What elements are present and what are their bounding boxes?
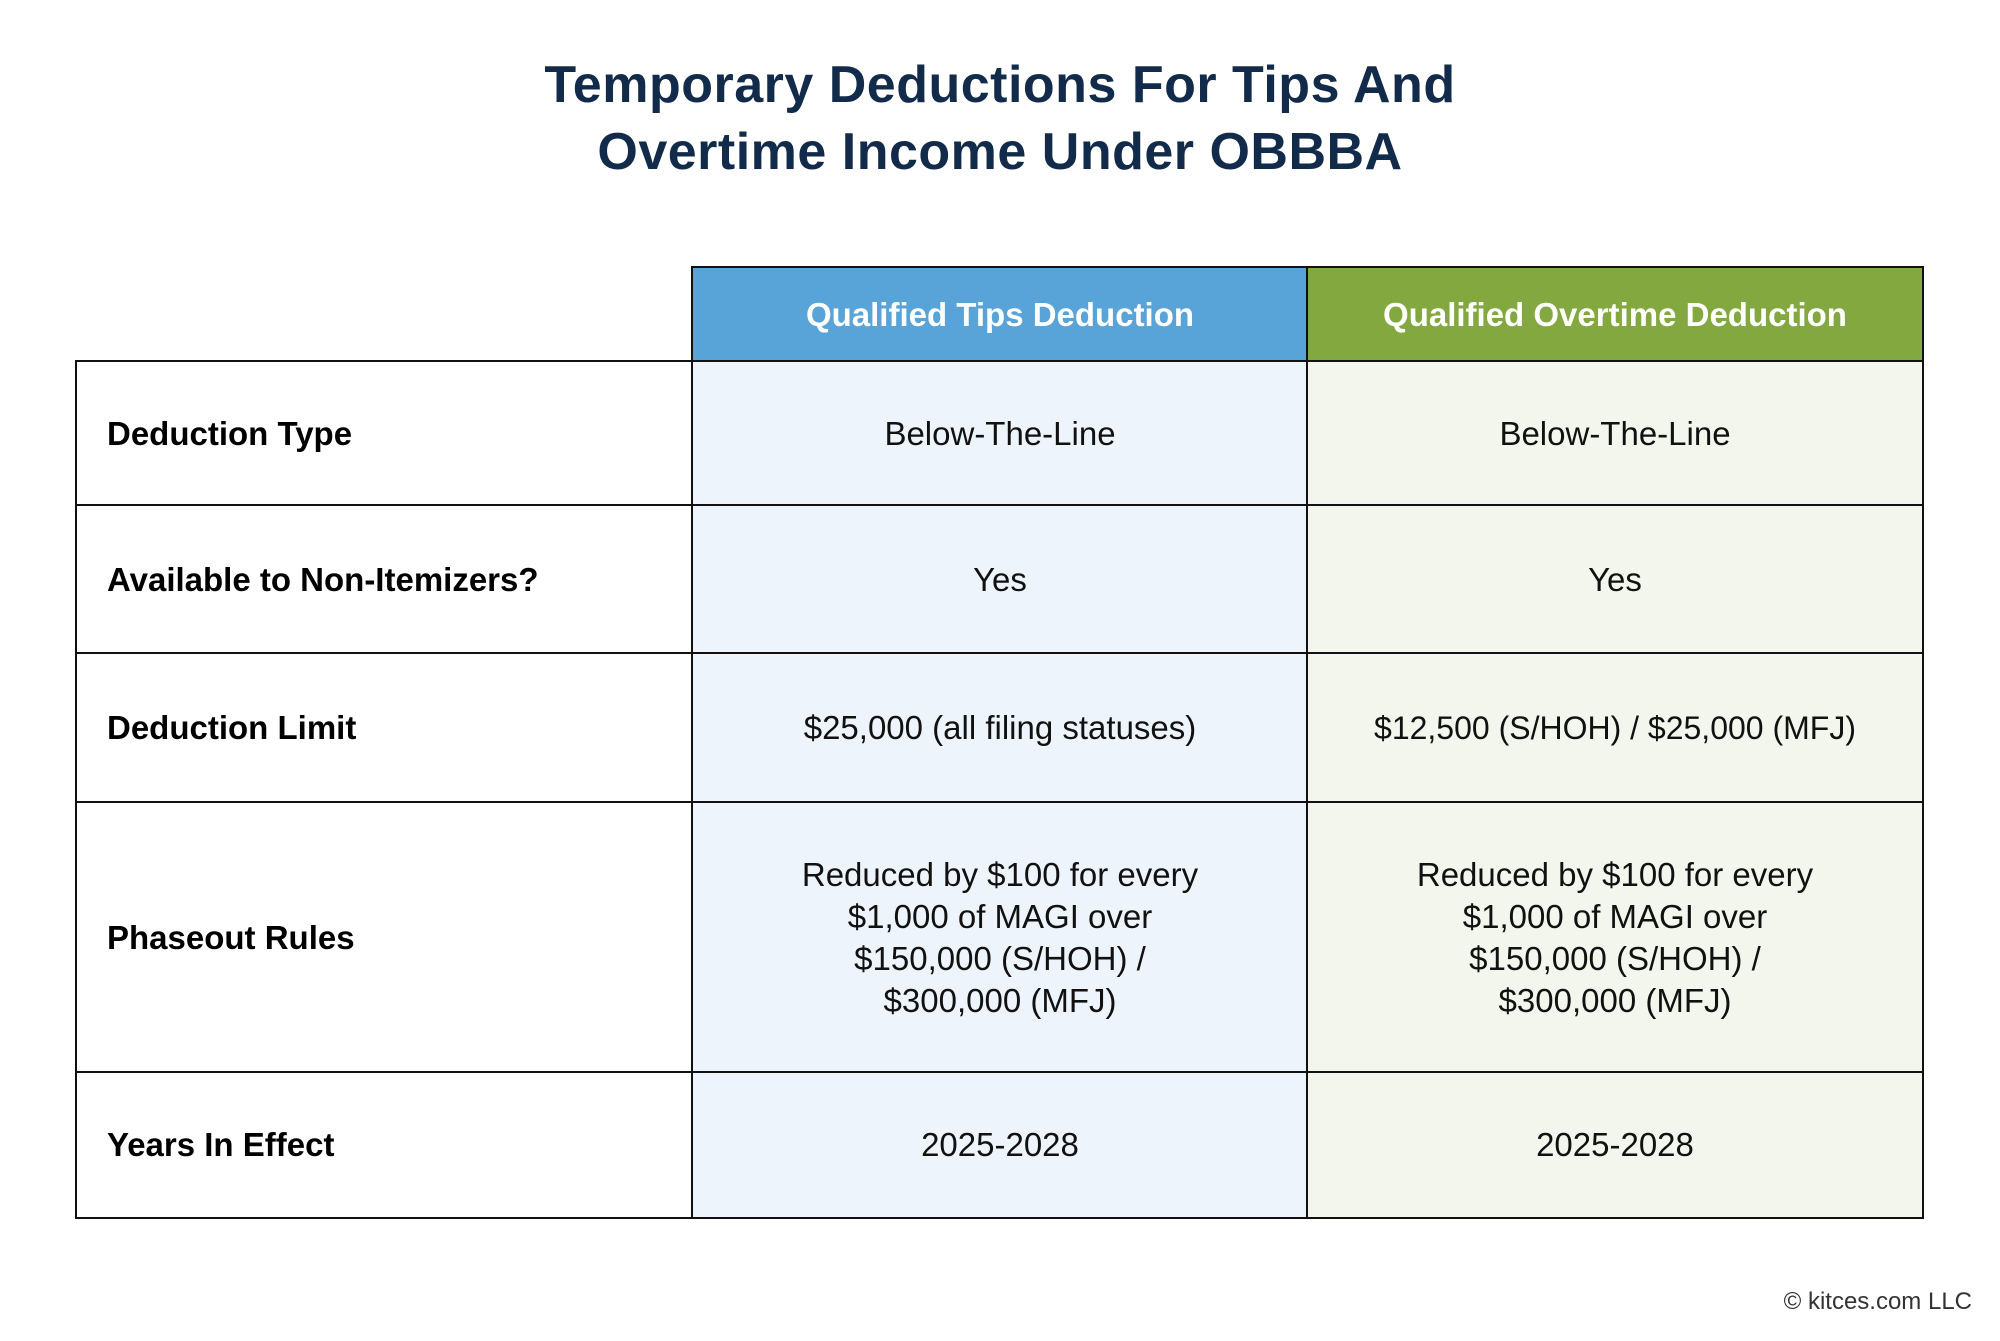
title-line-1: Temporary Deductions For Tips And	[544, 56, 1456, 114]
cell-text-line: $150,000 (S/HOH) /	[1469, 939, 1761, 977]
cell-overtime-deduction-type	[1306, 360, 1924, 507]
cell-text-line: $1,000 of MAGI over	[1462, 897, 1768, 935]
cell-tips-deduction-limit	[691, 652, 1309, 804]
cell-text-line: Reduced by $100 for every	[801, 855, 1199, 893]
cell-text-line: $300,000 (MFJ)	[1498, 981, 1732, 1019]
cell-tips-years-in-effect	[691, 1071, 1309, 1219]
cell-text: Below-The-Line	[884, 414, 1116, 452]
row-label-text: Deduction Type	[107, 414, 353, 452]
row-label-non-itemizers	[75, 504, 694, 655]
row-label-text: Phaseout Rules	[107, 918, 355, 956]
cell-tips-non-itemizers	[691, 504, 1309, 655]
row-label-text: Years In Effect	[107, 1126, 335, 1163]
copyright-notice: © kitces.com LLC	[1783, 1288, 1972, 1315]
cell-text-line: $300,000 (MFJ)	[883, 981, 1117, 1019]
cell-text: Below-The-Line	[1499, 414, 1731, 452]
row-label-text: Deduction Limit	[107, 709, 357, 746]
row-label-phaseout-rules	[75, 801, 694, 1074]
cell-text-line: Reduced by $100 for every	[1416, 855, 1814, 893]
title-line-2: Overtime Income Under OBBBA	[597, 123, 1403, 181]
column-header-overtime	[1306, 266, 1924, 363]
cell-overtime-years-in-effect	[1306, 1071, 1924, 1219]
column-header-tips-label: Qualified Tips Deduction	[805, 295, 1195, 333]
cell-text: 2025-2028	[1536, 1126, 1694, 1163]
cell-text: $25,000 (all filing statuses)	[803, 709, 1197, 746]
row-label-years-in-effect	[75, 1071, 694, 1219]
cell-text: $12,500 (S/HOH) / $25,000 (MFJ)	[1374, 710, 1856, 746]
cell-overtime-phaseout-rules	[1306, 801, 1924, 1074]
row-label-deduction-limit	[75, 652, 694, 804]
column-header-overtime-label: Qualified Overtime Deduction	[1383, 295, 1847, 333]
cell-tips-deduction-type	[691, 360, 1309, 507]
cell-overtime-deduction-limit	[1306, 652, 1924, 804]
column-header-tips	[691, 266, 1309, 363]
cell-text: Yes	[1588, 560, 1642, 598]
cell-overtime-non-itemizers	[1306, 504, 1924, 655]
cell-tips-phaseout-rules	[691, 801, 1309, 1074]
cell-text: Yes	[973, 560, 1027, 598]
cell-text: 2025-2028	[921, 1126, 1079, 1163]
row-label-deduction-type	[75, 360, 694, 507]
row-label-text: Available to Non-Itemizers?	[107, 560, 539, 598]
cell-text-line: $150,000 (S/HOH) /	[854, 939, 1146, 977]
cell-text-line: $1,000 of MAGI over	[847, 897, 1153, 935]
